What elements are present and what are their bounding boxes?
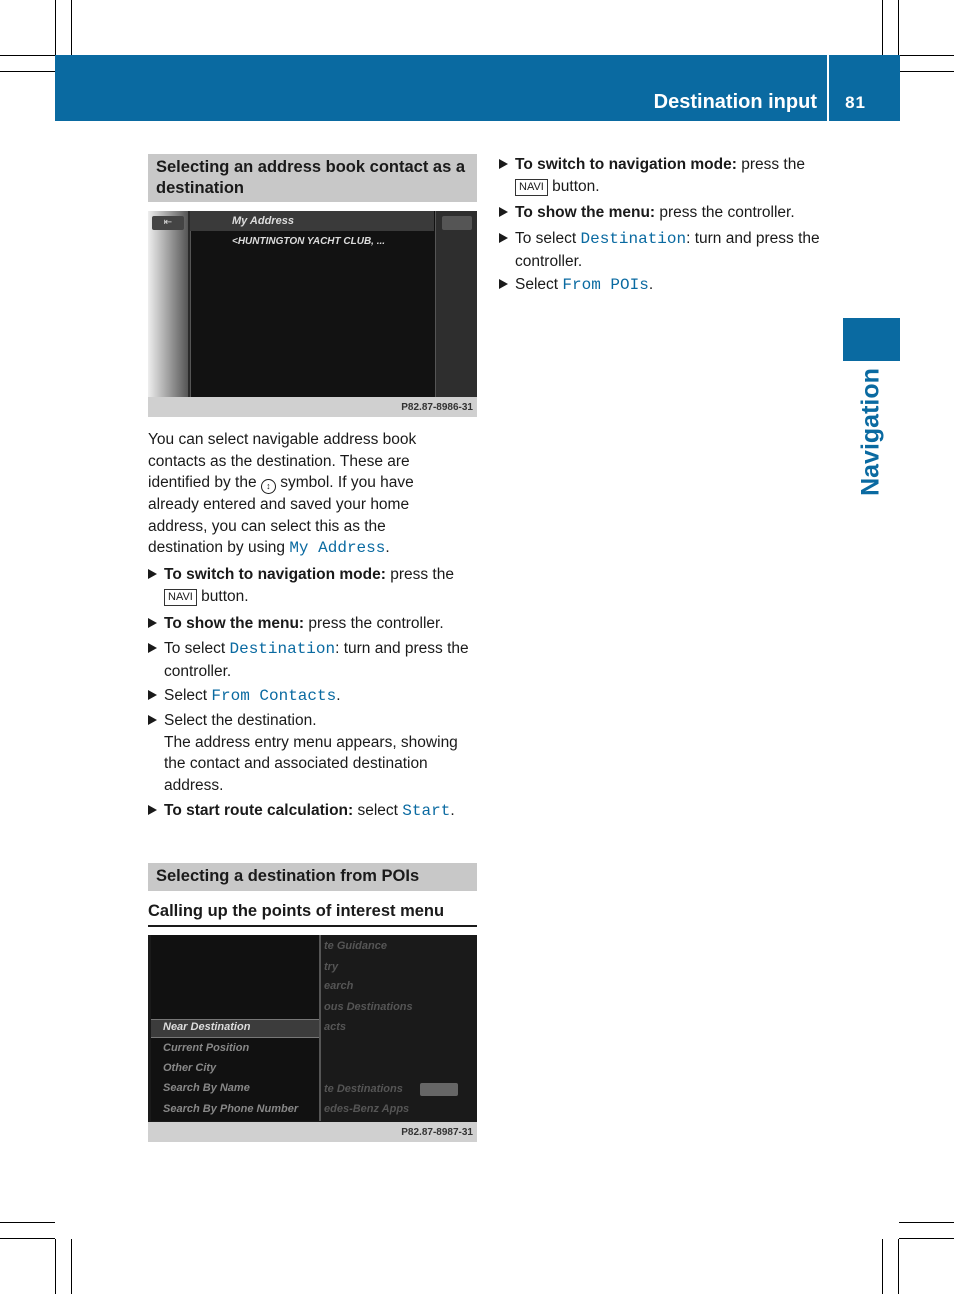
step-switch-nav bbox=[148, 564, 483, 607]
step-arrow-icon bbox=[499, 279, 508, 289]
screen-title: My Address bbox=[232, 215, 294, 227]
section-heading-contacts: Selecting an address book contact as a destination bbox=[148, 154, 477, 202]
step-arrow-icon bbox=[148, 805, 157, 815]
step-bold: To switch to navigation mode: bbox=[164, 566, 386, 583]
navi-key: NAVI bbox=[164, 589, 197, 606]
dest-menu-item: ous Destinations bbox=[324, 1001, 413, 1013]
step-bold: To switch to navigation mode: bbox=[515, 156, 737, 173]
step-text: . bbox=[450, 802, 455, 819]
screenshot-poi-menu bbox=[148, 935, 477, 1142]
poi-item: Search By Phone Number bbox=[163, 1103, 299, 1115]
crop-mark bbox=[899, 1222, 954, 1223]
step-arrow-icon bbox=[499, 233, 508, 243]
step-switch-nav-2 bbox=[499, 154, 834, 197]
step-text: . bbox=[648, 276, 654, 293]
screen-right-bezel bbox=[436, 211, 477, 397]
crop-mark bbox=[882, 0, 883, 55]
crop-mark bbox=[882, 1239, 883, 1294]
dest-menu-item: earch bbox=[324, 980, 354, 992]
menu-start: Start bbox=[402, 802, 451, 820]
poi-item: Current Position bbox=[163, 1042, 250, 1054]
crop-mark bbox=[55, 0, 56, 55]
step-show-menu-2 bbox=[499, 202, 834, 224]
chapter-tab bbox=[843, 318, 900, 361]
address-book-icon: ↕ bbox=[261, 479, 276, 494]
dest-menu-item: edes-Benz Apps bbox=[324, 1103, 410, 1115]
screenshot-code: P82.87-8987-31 bbox=[401, 1127, 473, 1138]
step-from-contacts bbox=[148, 685, 483, 708]
step-text: press the bbox=[736, 156, 805, 173]
step-text: press the controller. bbox=[304, 615, 444, 632]
step-arrow-icon bbox=[148, 643, 157, 653]
screenshot-my-address bbox=[148, 211, 477, 417]
step-pre: Select bbox=[515, 276, 563, 293]
intro-paragraph: You can select navigable address book contacts as the destination. These are identified by the ↕ symbol. If you have already entered and saved your home address, you can select this as the destination by using My Address. bbox=[148, 431, 417, 557]
step-bold: To show the menu: bbox=[515, 204, 656, 221]
dest-menu-item: acts bbox=[324, 1021, 347, 1033]
step-pre: select bbox=[353, 802, 403, 819]
step-pre: To select bbox=[164, 640, 230, 657]
step-pre: Select the destination. bbox=[164, 712, 317, 729]
step-arrow-icon bbox=[148, 690, 157, 700]
dest-menu-item: te Destinations bbox=[324, 1083, 403, 1095]
step-text: press the controller. bbox=[655, 204, 795, 221]
navi-key: NAVI bbox=[515, 179, 548, 196]
menu-from-pois: From POIs bbox=[562, 276, 649, 294]
screen-entry: <HUNTINGTON YACHT CLUB, ... bbox=[232, 236, 386, 247]
menu-destination: Destination bbox=[580, 230, 687, 248]
crop-mark bbox=[0, 55, 55, 56]
step-bold: To show the menu: bbox=[164, 615, 305, 632]
screen-title-bar bbox=[190, 211, 434, 231]
header-divider bbox=[827, 55, 829, 121]
page-number: 81 bbox=[845, 93, 866, 112]
section-heading-pois: Selecting a destination from POIs bbox=[148, 863, 477, 891]
step-show-menu bbox=[148, 613, 483, 635]
step-text: . bbox=[336, 687, 341, 704]
crop-mark bbox=[899, 1238, 954, 1239]
screen-left-bezel bbox=[148, 211, 188, 397]
step-route-calc bbox=[148, 800, 483, 823]
step-from-pois bbox=[499, 274, 834, 297]
crop-mark bbox=[898, 1239, 899, 1294]
step-text: press the bbox=[385, 566, 454, 583]
step-arrow-icon bbox=[499, 159, 508, 169]
crop-mark bbox=[899, 55, 954, 56]
menu-my-address: My Address bbox=[289, 539, 386, 557]
step-text: : turn and press the controller. bbox=[164, 640, 469, 680]
menu-destination: Destination bbox=[229, 640, 336, 658]
dest-menu-item: try bbox=[324, 961, 339, 973]
dest-menu-item: te Guidance bbox=[324, 940, 387, 952]
step-pre: Select bbox=[164, 687, 212, 704]
subheading-rule bbox=[148, 925, 477, 927]
step-select-destination bbox=[148, 638, 483, 682]
step-text: : turn and press the controller. bbox=[515, 230, 820, 270]
crop-mark bbox=[899, 71, 954, 72]
crop-mark bbox=[0, 71, 55, 72]
step-arrow-icon bbox=[148, 569, 157, 579]
subheading-poi-menu: Calling up the points of interest menu bbox=[148, 902, 445, 920]
menu-from-contacts: From Contacts bbox=[211, 687, 337, 705]
step-arrow-icon bbox=[148, 715, 157, 725]
screen-menu-icon bbox=[442, 216, 472, 230]
crop-mark bbox=[0, 1238, 55, 1239]
step-arrow-icon bbox=[499, 207, 508, 217]
screen-back-icon: ⇤ bbox=[152, 216, 184, 230]
crop-mark bbox=[0, 1222, 55, 1223]
step-select-dest bbox=[148, 710, 483, 796]
step-extra: The address entry menu appears, showing the contact and associated destination address. bbox=[164, 733, 458, 794]
poi-item: Near Destination bbox=[163, 1021, 251, 1033]
poi-item: Other City bbox=[163, 1062, 217, 1074]
crop-mark bbox=[71, 0, 72, 55]
step-select-destination-2 bbox=[499, 228, 834, 272]
screenshot-code: P82.87-8986-31 bbox=[401, 402, 473, 413]
intro-text-b: symbol. If you have already entered and saved your home address, you can select this as the destination by using bbox=[148, 474, 414, 556]
step-bold: To start route calculation: bbox=[164, 802, 354, 819]
poi-item: Search By Name bbox=[163, 1082, 250, 1094]
step-after: button. bbox=[196, 587, 249, 605]
step-after: button. bbox=[547, 177, 600, 195]
page-header bbox=[55, 55, 900, 121]
crop-mark bbox=[71, 1239, 72, 1294]
poi-category-icons bbox=[420, 1083, 458, 1096]
step-arrow-icon bbox=[148, 618, 157, 628]
step-pre: To select bbox=[515, 230, 581, 247]
crop-mark bbox=[898, 0, 899, 55]
crop-mark bbox=[55, 1239, 56, 1294]
chapter-label: Navigation bbox=[856, 368, 885, 496]
intro-text-a: You can select navigable address book contacts as the destination. These are identified by the bbox=[148, 431, 417, 491]
section-title: Destination input bbox=[653, 91, 817, 113]
